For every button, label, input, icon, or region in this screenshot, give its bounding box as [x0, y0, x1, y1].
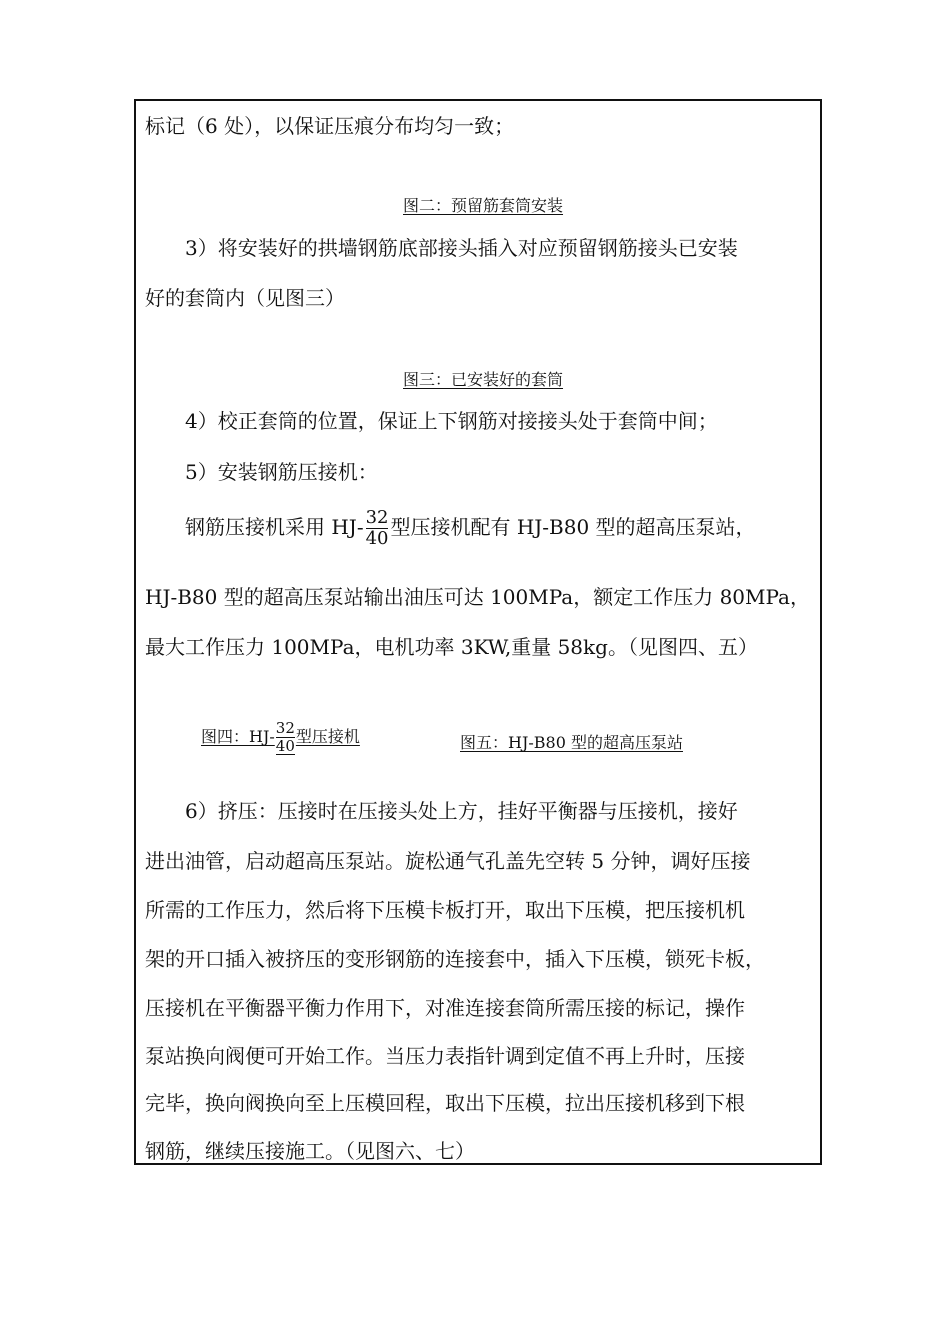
step-5-machine-line	[185, 508, 756, 549]
fraction-numerator: 32	[365, 507, 389, 528]
step-4: 4）校正套筒的位置，保证上下钢筋对接接头处于套筒中间；	[185, 409, 718, 433]
fig4-fraction-numerator: 32	[275, 719, 295, 737]
pump-spec-line: HJ-B80 型的超高压泵站输出油压可达 100MPa，额定工作压力 80MPa，	[145, 585, 810, 609]
fig4-text-pre: 图四：HJ-	[201, 727, 275, 746]
machine-text-pre: 钢筋压接机采用 HJ-	[185, 514, 364, 539]
step-6-line-5: 压接机在平衡器平衡力作用下，对准连接套筒所需压接的标记，操作	[145, 996, 745, 1020]
step-6-line-2: 进出油管，启动超高压泵站。旋松通气孔盖先空转 5 分钟，调好压接	[145, 849, 751, 873]
text-line-marks: 标记（6 处），以保证压痕分布均匀一致；	[145, 114, 515, 138]
step-6-line-4: 架的开口插入被挤压的变形钢筋的连接套中，插入下压模，锁死卡板，	[145, 947, 765, 971]
step-6-line-6: 泵站换向阀便可开始工作。当压力表指针调到定值不再上升时，压接	[145, 1044, 745, 1068]
fig4-fraction	[276, 720, 295, 755]
fig4-text-post: 型压接机	[295, 727, 360, 746]
step-6-line-3: 所需的工作压力，然后将下压模卡板打开，取出下压模，把压接机机	[145, 898, 745, 922]
step-6-line-7: 完毕，换向阀换向至上压模回程，取出下压模，拉出压接机移到下根	[145, 1091, 745, 1115]
step-6-line-1: 6）挤压：压接时在压接头处上方，挂好平衡器与压接机，接好	[185, 799, 738, 823]
step-3-line-1: 3）将安装好的拱墙钢筋底部接头插入对应预留钢筋接头已安装	[185, 236, 738, 260]
machine-text-post: 型压接机配有 HJ-B80 型的超高压泵站，	[390, 514, 756, 539]
step-6-line-8: 钢筋，继续压接施工。（见图六、七）	[145, 1139, 475, 1163]
step-3-line-2: 好的套筒内（见图三）	[145, 286, 345, 310]
max-pressure-line: 最大工作压力 100MPa，电机功率 3KW,重量 58kg。（见图四、五）	[145, 635, 758, 659]
fraction-denominator: 40	[365, 527, 389, 549]
figure-caption-2: 图二：预留筋套筒安装	[403, 196, 564, 215]
figure-caption-4	[201, 720, 360, 755]
model-fraction	[366, 508, 389, 549]
fig4-fraction-denominator: 40	[275, 736, 295, 755]
step-5: 5）安装钢筋压接机：	[185, 460, 378, 484]
figure-caption-3: 图三：已安装好的套筒	[403, 370, 564, 389]
figure-caption-5: 图五：HJ-B80 型的超高压泵站	[460, 733, 683, 752]
